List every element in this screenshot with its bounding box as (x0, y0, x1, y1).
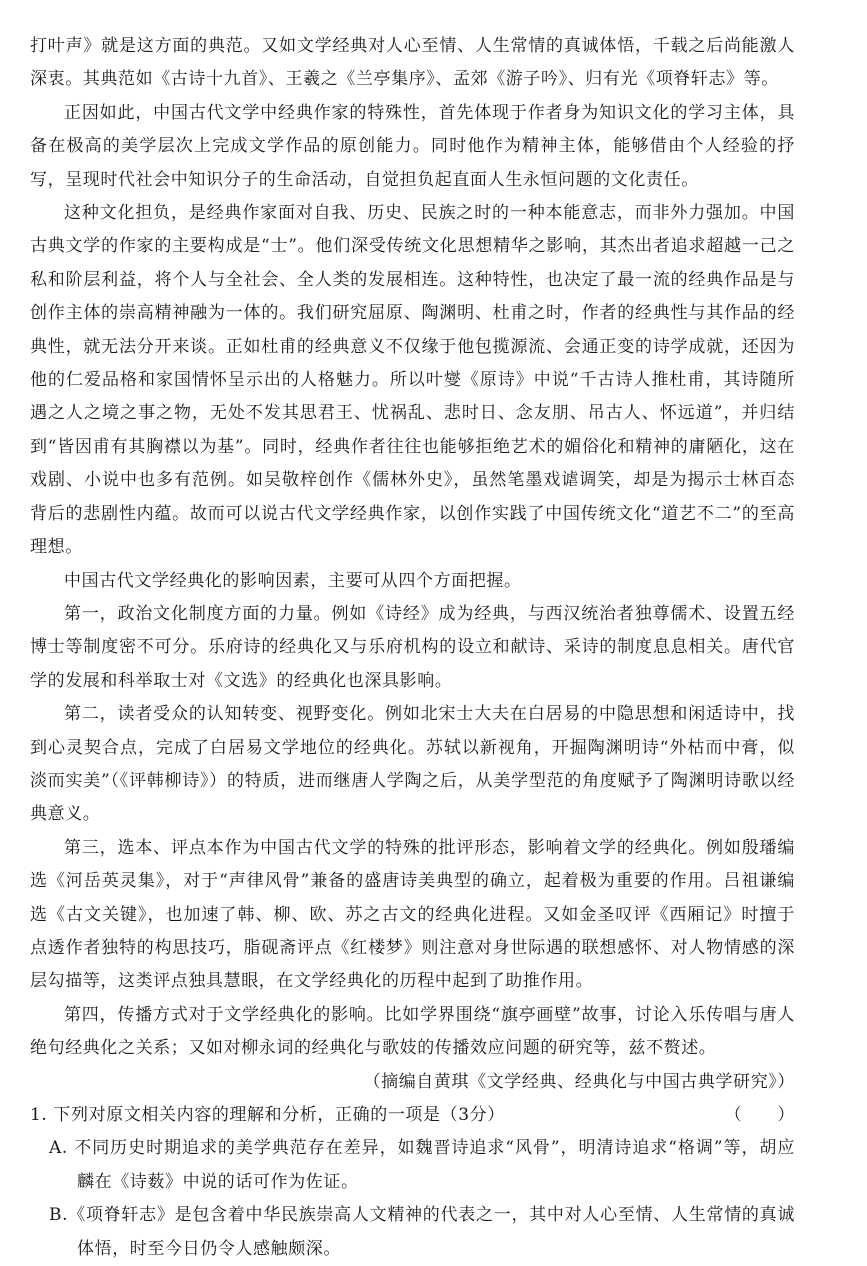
article-paragraph: 第四，传播方式对于文学经典化的影响。比如学界围绕“旗亭画壁”故事，讨论入乐传唱与唐人绝句经典化之关系；又如对柳永词的经典化与歌妓的传播效应问题的研究等，兹不赘述。 (30, 1004, 795, 1059)
question-text: 1. 下列对原文相关内容的理解和分析，正确的一项是（3分） (30, 1105, 505, 1125)
article-paragraph: 第二，读者受众的认知转变、视野变化。例如北宋士大夫在白居易的中隐思想和闲适诗中，找到心灵契合点，完成了白居易文学地位的经典化。苏轼以新视角，开掘陶渊明诗“外枯而中膏，似淡而实美”（《评韩柳诗》）的特质，进而继唐人学陶之后，从美学型范的角度赋予了陶渊明诗歌以经典意义。 (30, 704, 795, 825)
article-paragraph: 打叶声》就是这方面的典范。又如文学经典对人心至情、人生常情的真诚体悟，千载之后尚能激人深衷。其典范如《古诗十九首》、王羲之《兰亭集序》、孟郊《游子吟》、归有光《项脊轩志》等。 (30, 36, 795, 90)
option-a: A. 不同历史时期追求的美学典范存在差异，如魏晋诗追求“风骨”，明清诗追求“格调”等，胡应麟在《诗薮》中说的话可作为佐证。 (49, 1138, 795, 1192)
answer-bracket: （ ） (724, 1105, 795, 1125)
question-block (30, 1099, 795, 1266)
option-b: B.《项脊轩志》是包含着中华民族崇高人文精神的代表之一，其中对人心至情、人生常情的真诚体悟，时至今日仍令人感触颇深。 (49, 1205, 795, 1259)
question-stem (30, 1099, 795, 1132)
article-paragraph: 第三，选本、评点本作为中国古代文学的特殊的批评形态，影响着文学的经典化。例如殷璠编选《河岳英灵集》，对于“声律风骨”兼备的盛唐诗美典型的确立，起着极为重要的作用。吕祖谦编选《古文关键》，也加速了韩、柳、欧、苏之古文的经典化进程。又如金圣叹评《西厢记》时擅于点透作者独特的构思技巧，脂砚斋评点《红楼梦》则注意对身世际遇的联想感怀、对人物情感的深层勾描等，这类评点独具慧眼，在文学经典化的历程中起到了助推作用。 (30, 837, 795, 992)
article-paragraph: 第一，政治文化制度方面的力量。例如《诗经》成为经典，与西汉统治者独尊儒术、设置五经博士等制度密不可分。乐府诗的经典化又与乐府机构的设立和献诗、采诗的制度息息相关。唐代官学的发展和科举取士对《文选》的经典化也深具影响。 (30, 603, 795, 691)
article-paragraph: 这种文化担负，是经典作家面对自我、历史、民族之时的一种本能意志，而非外力强加。中国古典文学的作家的主要构成是“士”。他们深受传统文化思想精华之影响，其杰出者追求超越一己之私和阶层利益，将个人与全社会、全人类的发展相连。这种特性，也决定了最一流的经典作品是与创作主体的崇高精神融为一体的。我们研究屈原、陶渊明、杜甫之时，作者的经典性与其作品的经典性，就无法分开来谈。正如杜甫的经典意义不仅缘于他包揽源流、会通正变的诗学成就，还因为他的仁爱品格和家国情怀呈示出的人格魅力。所以叶燮《原诗》中说“千古诗人推杜甫，其诗随所遇之人之境之事之物，无处不发其思君王、忧祸乱、悲时日、念友朋、吊古人、怀远道”，并归结到“皆因甫有其胸襟以为基”。同时，经典作者往往也能够拒绝艺术的媚俗化和精神的庸陋化，这在戏剧、小说中也多有范例。如吴敬梓创作《儒林外史》，虽然笔墨戏谑调笑，却是为揭示士林百态背后的悲剧性内蕴。故而可以说古代文学经典作家，以创作实践了中国传统文化“道艺不二”的至高理想。 (30, 203, 795, 558)
article-body (30, 30, 795, 1099)
article-paragraph: 正因如此，中国古代文学中经典作家的特殊性，首先体现于作者身为知识文化的学习主体，具备在极高的美学层次上完成文学作品的原创能力。同时他作为精神主体，能够借由个人经验的抒写，呈现时代社会中知识分子的生命活动，自觉担负起直面人生永恒问题的文化责任。 (30, 102, 795, 190)
article-source: （摘编自黄琪《文学经典、经典化与中国古典学研究》） (363, 1071, 795, 1092)
article-paragraph: 中国古代文学经典化的影响因素，主要可从四个方面把握。 (64, 570, 522, 591)
